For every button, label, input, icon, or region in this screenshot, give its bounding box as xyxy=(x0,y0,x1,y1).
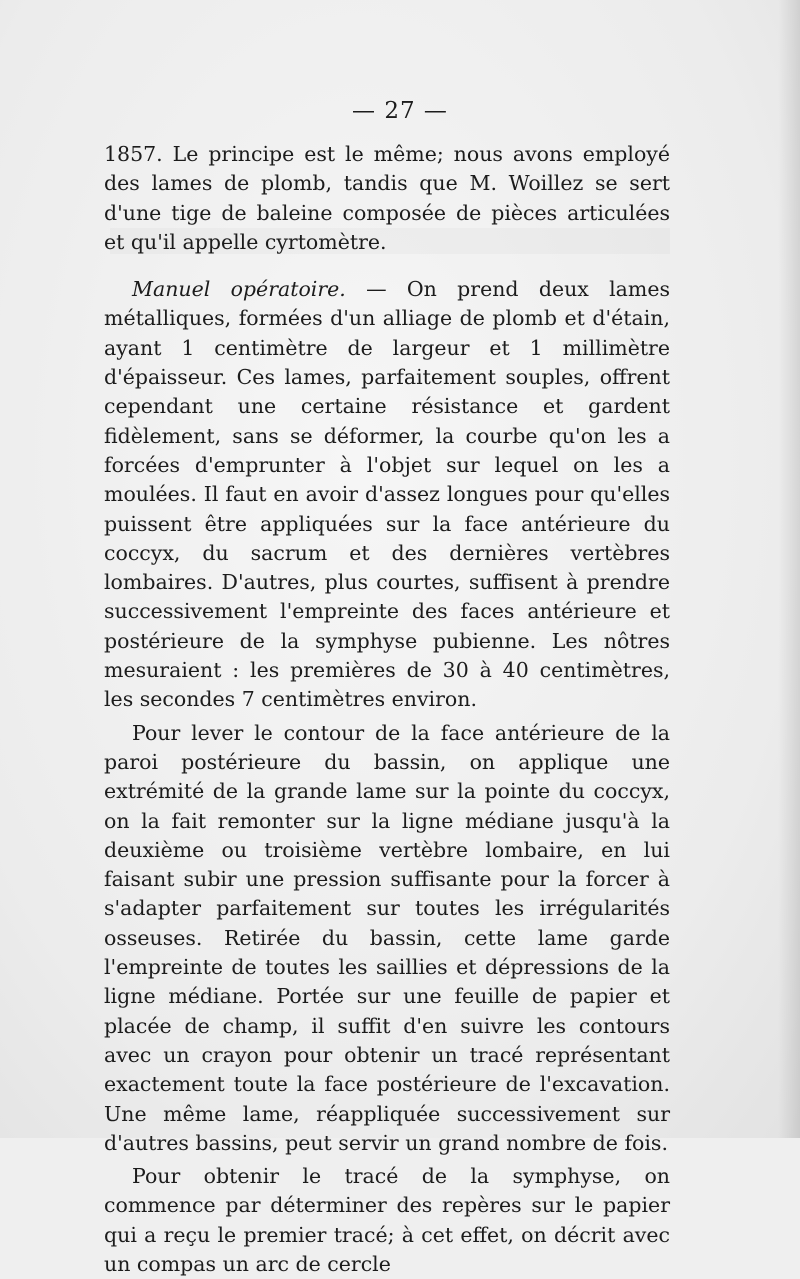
paragraph-text: Pour lever le contour de la face antérieure de la paroi postérieure du bassin, on applique une extrémité de la grande lame sur la pointe du coccyx, on la fait remonter sur la ligne médiane jusqu'à la deuxième ou troisième vertèbre lombaire, en lui faisant subir une pression suffisante pour la forcer à s'adapter parfaitement sur toutes les irrégularités osseuses. Retirée du bassin, cette lame garde l'empreinte de toutes les saillies et dépressions de la ligne médiane. Portée sur une feuille de papier et placée de champ, il suffit d'en suivre les contours avec un crayon pour obtenir un tracé représentant exactement toute la face postérieure de l'excavation. Une même lame, réappliquée successivement sur d'autres bassins, peut servir un grand nombre de fois. xyxy=(104,720,670,1155)
paragraph-contour xyxy=(104,719,670,1158)
paragraph-text: Pour obtenir le tracé de la symphyse, on commence par déterminer des repères sur le papier qui a reçu le premier tracé; à cet effet, on décrit avec un compas un arc de cercle xyxy=(104,1164,670,1276)
paragraph-symphyse xyxy=(104,1162,670,1279)
body-text xyxy=(104,140,670,1279)
section-heading: Manuel opératoire. xyxy=(132,277,346,302)
paragraph-continuation xyxy=(104,140,670,257)
paragraph-text: 1857. Le principe est le même; nous avons employé des lames de plomb, tandis que M. Woillez se sert d'une tige de baleine composée de pièces articulées et qu'il appelle cyrtomètre. xyxy=(104,142,670,254)
page-number: — 27 — xyxy=(352,98,448,124)
paragraph-manuel-operatoire xyxy=(104,275,670,714)
page-edge-shadow xyxy=(778,0,800,1138)
paragraph-text: — On prend deux lames métalliques, formées d'un alliage de plomb et d'étain, ayant 1 centimètre de largeur et 1 millimètre d'épaisseur. Ces lames, parfaitement souples, offrent cependant une certaine résistance et gardent fidèlement, sans se déformer, la courbe qu'on les a forcées d'emprunter à l'objet sur lequel on les a moulées. Il faut en avoir d'assez longues pour qu'elles puissent être appliquées sur la face antérieure du coccyx, du sacrum et des dernières vertèbres lombaires. D'autres, plus courtes, suffisent à prendre successivement l'empreinte des faces antérieure et postérieure de la symphyse pubienne. Les nôtres mesuraient : les premières de 30 à 40 centimètres, les secondes 7 centimètres environ. xyxy=(104,277,670,712)
